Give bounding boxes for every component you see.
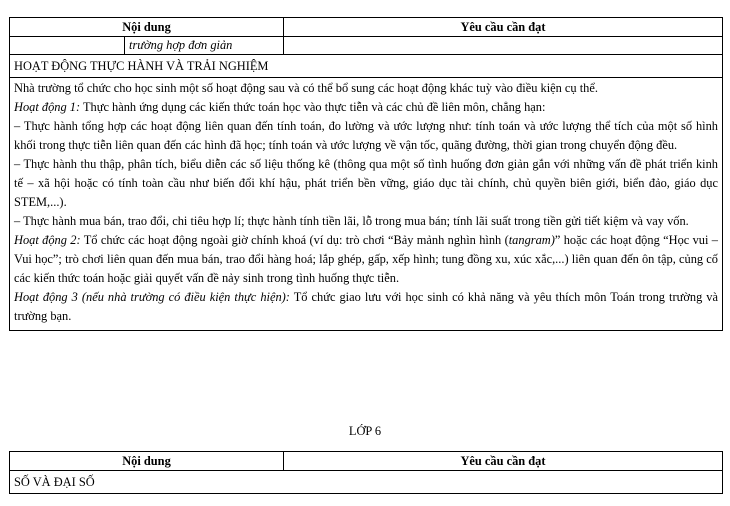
- header-requirement: Yêu cầu cần đạt: [284, 452, 723, 471]
- activity3-paragraph: [14, 288, 718, 326]
- curriculum-table-grade6: [9, 451, 723, 494]
- empty-cell: [284, 37, 723, 55]
- sub-row-text: trường hợp đơn giản: [125, 37, 284, 55]
- bullet-item: – Thực hành thu thập, phân tích, biểu diễn các số liệu thống kê (thông qua một số tình huống đơn giản gắn với những vấn đề phát triển kinh tế – xã hội hoặc có tính toàn cầu như biến đổi khí hậu, phát triển bền vững, giáo dục tài chính, chủ quyền biên giới, biển đảo, giáo dục STEM,...).: [14, 157, 718, 209]
- activity1-paragraph: [14, 98, 718, 117]
- activity2-text-cont: ” hoặc các hoạt động “Học vui – Vui học”; trò chơi liên quan đến mua bán, trao đổi hàng hoá; lắp ghép, gấp, xếp hình; tung đồng xu, xúc xắc,...) liên quan đến ôn tập, củng cố các kiến thức toán hoặc giải quyết vấn đề nảy sinh trong tình huống thực tiễn.: [14, 233, 718, 285]
- activity1-text: Thực hành ứng dụng các kiến thức toán học vào thực tiễn và các chủ đề liên môn, chẳng hạn:: [80, 100, 546, 114]
- intro-paragraph: Nhà trường tổ chức cho học sinh một số hoạt động sau và có thể bổ sung các hoạt động khác tuỳ vào điều kiện cụ thể.: [14, 81, 598, 95]
- section-title: SỐ VÀ ĐẠI SỐ: [10, 471, 723, 494]
- activities-cell: [10, 78, 723, 331]
- grade-heading: LỚP 6: [348, 424, 382, 438]
- bullet-item: – Thực hành tổng hợp các hoạt động liên quan đến tính toán, đo lường và ước lượng như: tính toán và ước lượng thể tích của một số hình khối trong thực tiễn liên quan đến các hình đã học; tính toán và ước lượng về vận tốc, quãng đường, thời gian trong chuyển động đều.: [14, 119, 718, 152]
- activity1-label: Hoạt động 1:: [14, 100, 81, 114]
- header-content: Nội dung: [10, 452, 284, 471]
- header-requirement: Yêu cầu cần đạt: [284, 18, 723, 37]
- activity3-label: Hoạt động 3 (nếu nhà trường có điều kiện thực hiện):: [14, 290, 290, 304]
- section-title: HOẠT ĐỘNG THỰC HÀNH VÀ TRẢI NGHIỆM: [10, 55, 723, 78]
- activity2-label: Hoạt động 2:: [14, 233, 81, 247]
- activity3-text: Tổ chức giao lưu với học sinh có khả năng và yêu thích môn Toán trong trường và trường bạn.: [14, 290, 718, 323]
- activity2-paragraph: [14, 231, 718, 288]
- empty-cell: [10, 37, 125, 55]
- activity2-text: Tổ chức các hoạt động ngoài giờ chính khoá (ví dụ: trò chơi “Bảy mảnh nghìn hình (: [80, 233, 509, 247]
- curriculum-table-top: [9, 17, 723, 331]
- header-content: Nội dung: [10, 18, 284, 37]
- tangram-term: tangram): [508, 233, 555, 247]
- bullet-item: – Thực hành mua bán, trao đổi, chi tiêu hợp lí; thực hành tính tiền lãi, lỗ trong mua bán; tính lãi suất trong tiền gửi tiết kiệm và vay vốn.: [14, 214, 689, 228]
